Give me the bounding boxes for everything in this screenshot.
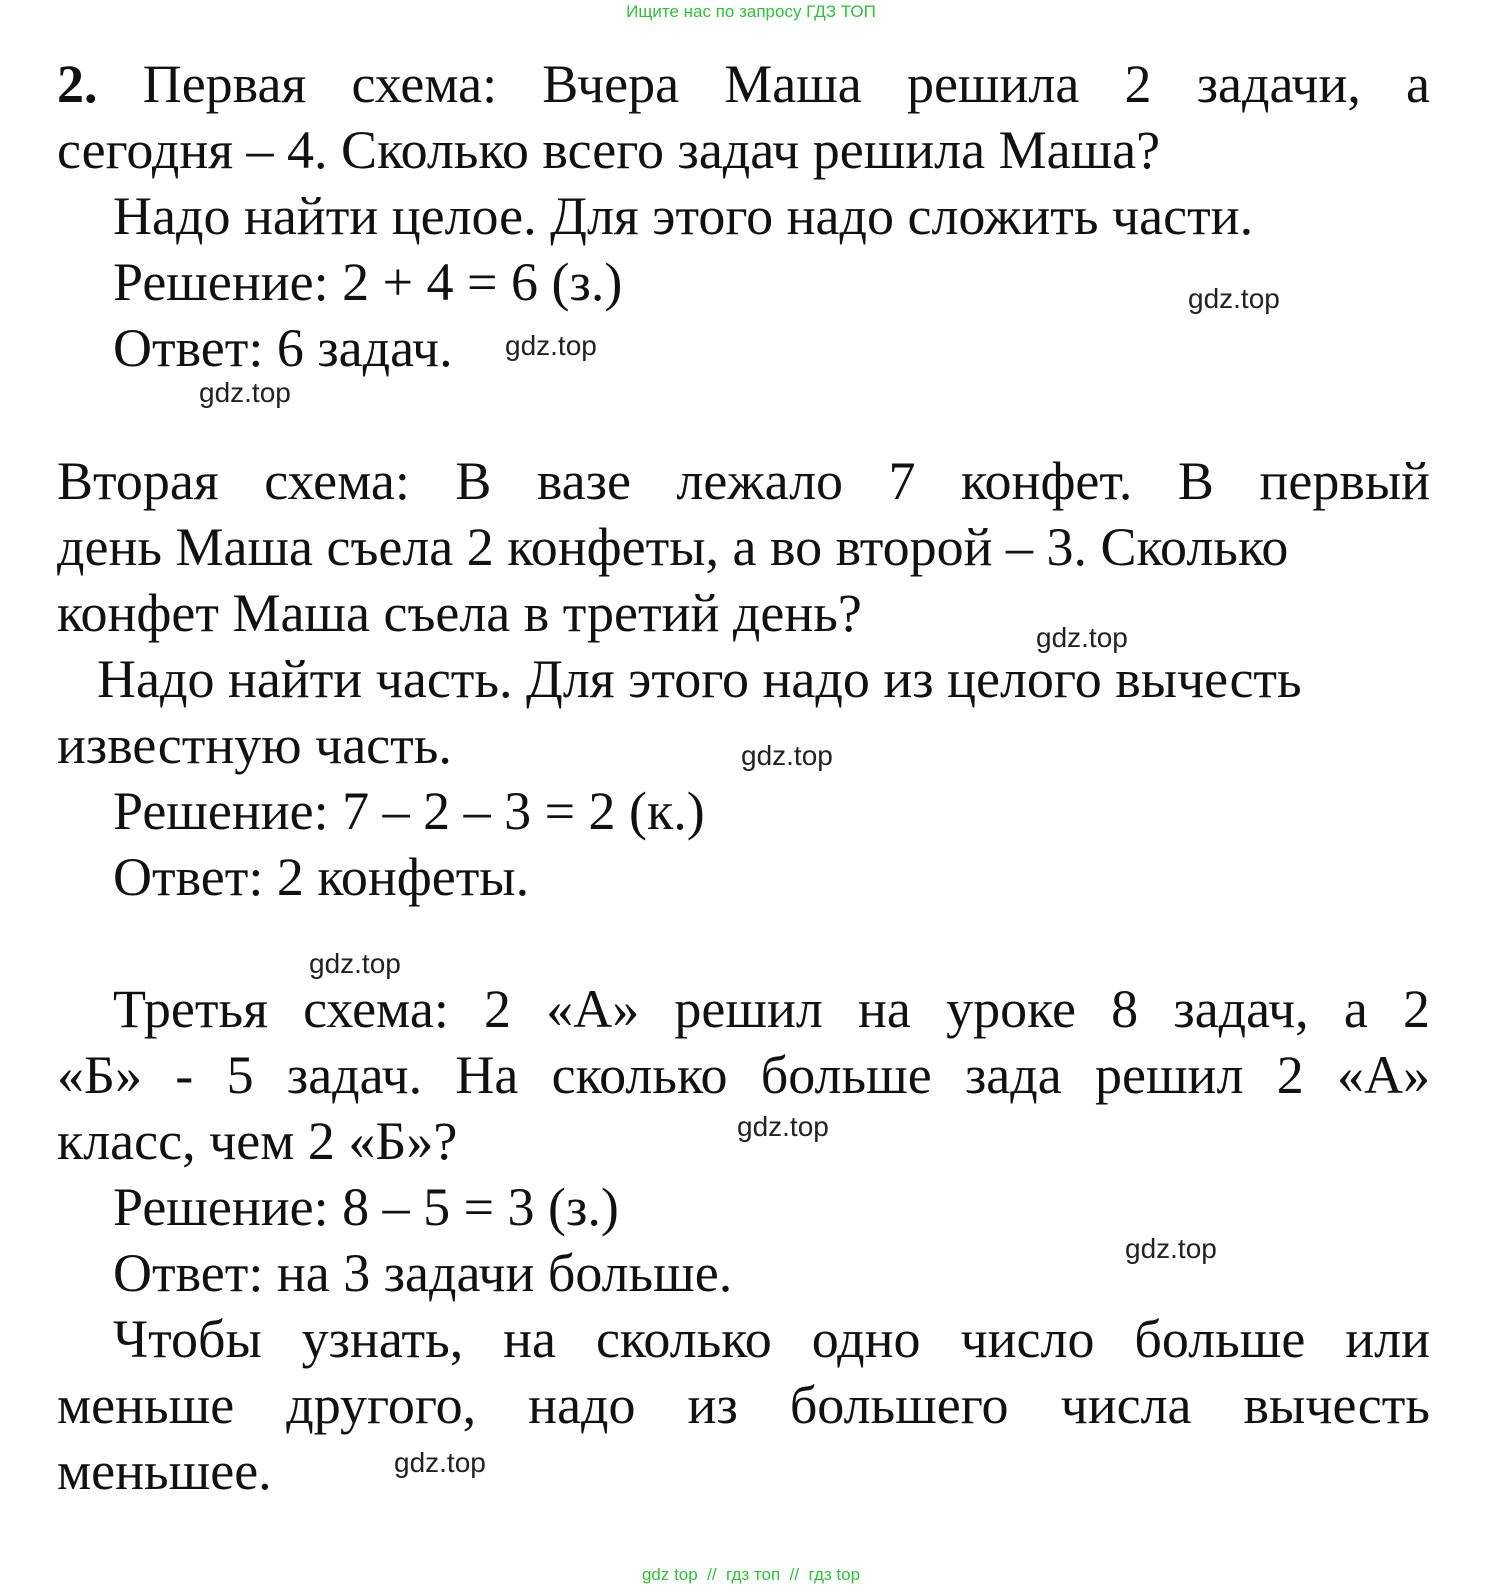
scheme2-explanation2: известную часть. bbox=[57, 715, 452, 775]
task-number: 2. bbox=[57, 54, 98, 114]
scheme1-line2: сегодня – 4. Сколько всего задач решила Маша? bbox=[57, 120, 1161, 180]
scheme1-line1 bbox=[57, 53, 1430, 115]
scheme3-line2: «Б» - 5 задач. На сколько больше зада решил 2 «А» bbox=[57, 1045, 1430, 1105]
scheme3-rule3: меньшее. bbox=[57, 1441, 272, 1501]
watermark: gdz.top bbox=[741, 740, 833, 771]
scheme3-solution: Решение: 8 – 5 = 3 (з.) bbox=[113, 1177, 619, 1237]
scheme2-solution: Решение: 7 – 2 – 3 = 2 (к.) bbox=[113, 781, 705, 841]
scheme3-answer: Ответ: на 3 задачи больше. bbox=[113, 1243, 733, 1303]
scheme3-line3: класс, чем 2 «Б»? bbox=[57, 1111, 458, 1171]
scheme1-solution: Решение: 2 + 4 = 6 (з.) bbox=[113, 252, 623, 312]
watermark: gdz.top bbox=[309, 948, 401, 979]
watermark: gdz.top bbox=[199, 377, 291, 408]
top-banner: Ищите нас по запросу ГДЗ ТОП bbox=[626, 2, 876, 21]
watermark: gdz.top bbox=[1188, 283, 1280, 314]
scheme2-line3: конфет Маша съела в третий день? bbox=[57, 583, 862, 643]
scheme1-line1-text: Первая схема: Вчера Маша решила 2 задачи, а bbox=[142, 54, 1431, 114]
scheme2-answer: Ответ: 2 конфеты. bbox=[113, 847, 530, 907]
scheme2-line1: Вторая схема: В вазе лежало 7 конфет. В первый bbox=[57, 451, 1430, 511]
watermark: gdz.top bbox=[394, 1447, 486, 1478]
scheme2-explanation1: Надо найти часть. Для этого надо из целого вычесть bbox=[97, 649, 1302, 709]
scheme1-answer: Ответ: 6 задач. bbox=[113, 318, 453, 378]
scheme3-line1: Третья схема: 2 «А» решил на уроке 8 задач, а 2 bbox=[113, 979, 1430, 1039]
scheme3-rule1: Чтобы узнать, на сколько одно число больше или bbox=[113, 1309, 1430, 1369]
watermark: gdz.top bbox=[737, 1111, 829, 1142]
bottom-banner: gdz top // гдз топ // гдз top bbox=[641, 1565, 861, 1584]
watermark: gdz.top bbox=[1125, 1233, 1217, 1264]
scheme1-explanation: Надо найти целое. Для этого надо сложить части. bbox=[113, 186, 1254, 246]
scheme3-rule2: меньше другого, надо из большего числа вычесть bbox=[57, 1375, 1430, 1435]
watermark: gdz.top bbox=[1036, 622, 1128, 653]
watermark: gdz.top bbox=[505, 330, 597, 361]
scheme2-line2: день Маша съела 2 конфеты, а во второй – 3. Сколько bbox=[57, 517, 1289, 577]
